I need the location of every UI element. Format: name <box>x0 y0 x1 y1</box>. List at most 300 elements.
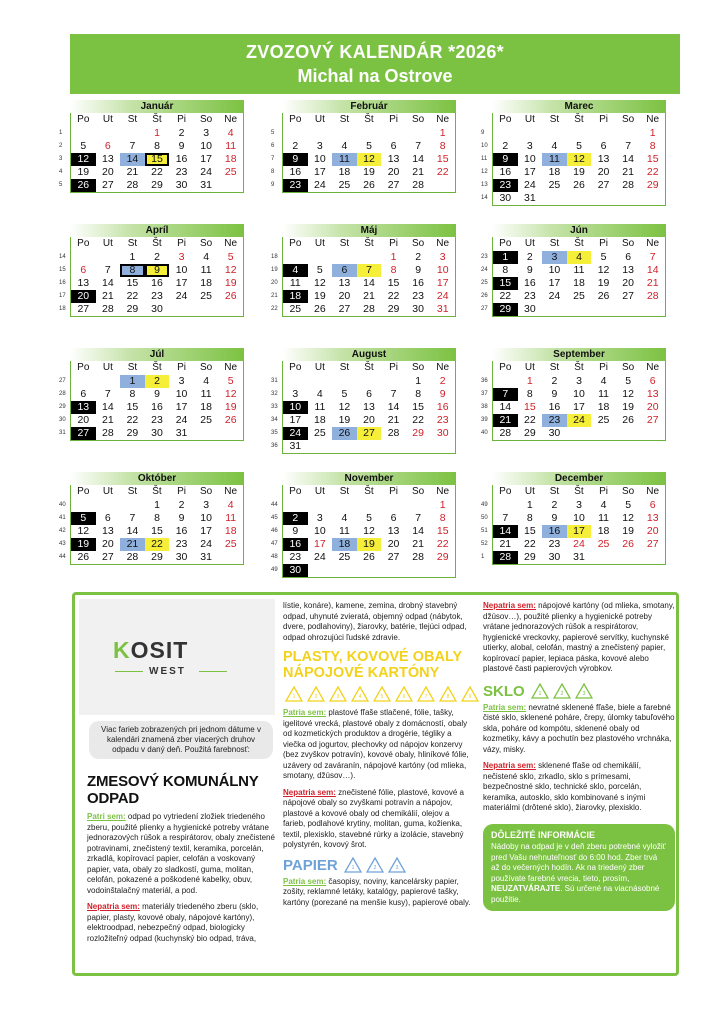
week-number: 21 <box>271 293 278 299</box>
day-cell: 2 <box>145 375 170 388</box>
day-cell: 30 <box>436 427 449 439</box>
day-cell: 1 <box>415 375 422 387</box>
week-number: 9 <box>481 130 485 136</box>
day-cell: 16 <box>542 525 567 538</box>
day-cell: 19 <box>357 538 382 551</box>
week-number: 7 <box>271 156 275 162</box>
week-number: 9 <box>271 182 275 188</box>
day-cell: 10 <box>175 388 188 400</box>
month-grid <box>271 485 456 578</box>
day-cell <box>96 499 121 512</box>
day-cell: 20 <box>71 290 96 303</box>
day-cell: 14 <box>120 153 145 166</box>
day-cell: 26 <box>597 290 610 302</box>
day-cell: 10 <box>175 264 188 276</box>
week-number: 40 <box>59 502 66 508</box>
weekday-label: Ne <box>646 114 660 125</box>
week-row <box>481 290 665 303</box>
weekday-label: So <box>200 362 213 373</box>
day-cell: 10 <box>548 264 561 276</box>
week-row <box>59 303 243 316</box>
plasty-nepatria: Nepatria sem: znečistené fólie, plastové, kovové a nápojové obaly so zvyškami potravín a nápojov, plastové a kovové obaly od chemikálií, olejov a farieb, podlahové krytiny, molitan, guma, kožienka, textil, plexisklo, stavebné rúrky a izolácie, stavebný polystyrén, kovový šrot. <box>283 787 464 849</box>
day-cell: 24 <box>283 427 308 440</box>
day-cell: 14 <box>499 401 512 413</box>
weekday-label: Po <box>289 362 302 373</box>
day-cell <box>430 440 455 453</box>
week-row <box>271 401 455 414</box>
day-cell <box>96 375 121 388</box>
day-cell: 7 <box>415 140 422 152</box>
day-cell: 8 <box>526 512 533 524</box>
day-cell: 27 <box>71 427 96 440</box>
week-row <box>59 264 243 277</box>
week-row <box>59 290 243 303</box>
day-cell <box>357 499 382 512</box>
week-number: 48 <box>271 554 278 560</box>
week-number: 35 <box>271 430 278 436</box>
month-name: December <box>492 472 666 485</box>
week-row <box>481 140 665 153</box>
weekday-header <box>493 113 665 127</box>
day-cell: 30 <box>548 427 561 439</box>
week-number: 27 <box>481 306 488 312</box>
week-number: 3 <box>59 156 63 162</box>
day-cell: 9 <box>415 264 422 276</box>
weekday-label: Pi <box>599 362 609 373</box>
day-cell: 16 <box>151 277 163 289</box>
day-cell: 6 <box>104 512 111 524</box>
day-cell: 22 <box>151 166 163 178</box>
week-number: 29 <box>59 404 66 410</box>
weekday-label: So <box>622 238 635 249</box>
day-cell: 17 <box>314 538 326 550</box>
week-row <box>481 414 665 427</box>
day-cell: 31 <box>200 179 212 191</box>
day-cell <box>71 251 96 264</box>
month-grid <box>271 237 456 317</box>
weekday-label: Ne <box>224 486 238 497</box>
day-cell: 19 <box>224 277 237 289</box>
day-cell: 22 <box>436 166 449 178</box>
day-cell: 28 <box>387 427 400 439</box>
day-cell: 3 <box>542 251 567 264</box>
day-cell: 22 <box>524 538 536 550</box>
day-cell: 29 <box>151 179 163 191</box>
day-cell: 22 <box>646 166 659 178</box>
day-cell: 24 <box>436 290 449 302</box>
week-row <box>271 127 455 140</box>
svg-text:2: 2 <box>373 865 377 871</box>
day-cell: 9 <box>551 388 558 400</box>
day-cell: 7 <box>502 512 509 524</box>
week-number: 46 <box>271 528 278 534</box>
month-august <box>272 348 456 454</box>
weekday-label: Pi <box>177 114 187 125</box>
weekday-label: Ut <box>102 362 113 373</box>
month-február <box>272 100 456 193</box>
day-cell: 22 <box>145 538 170 551</box>
day-cell: 15 <box>493 277 518 290</box>
papier-patri: Patria sem: časopisy, noviny, kancelársky papier, zošity, reklamné letáky, katalógy, papierové tašky, kartóny (porezané na menšie kusy), papierové obaly. <box>283 876 471 907</box>
day-cell: 27 <box>646 538 659 550</box>
week-number: 33 <box>271 404 278 410</box>
day-cell: 8 <box>439 140 446 152</box>
day-cell: 5 <box>227 251 234 263</box>
day-cell: 31 <box>289 440 302 452</box>
week-row <box>271 512 455 525</box>
sklo-symbols <box>531 683 593 699</box>
day-cell <box>542 127 567 140</box>
day-cell: 26 <box>363 179 375 191</box>
weekday-label: Št <box>364 238 374 249</box>
day-cell: 10 <box>200 512 212 524</box>
day-cell: 20 <box>622 277 634 289</box>
day-cell <box>381 440 406 453</box>
day-cell: 15 <box>145 153 170 166</box>
weekday-label: Po <box>77 238 90 249</box>
day-cell: 10 <box>573 388 585 400</box>
day-cell <box>591 192 616 205</box>
day-cell: 20 <box>363 414 375 426</box>
info-column-2 <box>283 601 473 908</box>
week-number: 49 <box>271 567 278 573</box>
day-cell: 11 <box>332 153 357 166</box>
info-panel <box>72 592 679 976</box>
papier-nepatria: Nepatria sem: nápojové kartóny (od mlieka, smotany, džúsov…), použité plienky a hygienické potreby vrátane jednorazových rúšok a respirátorov, hygienické vreckovky, papierové servítky, kuchynské utierky, alobal, celofán, mastný a znečistený papier, kopírovací papier, lepiaca páska, kovové alebo plastové časti papierových výrobkov. <box>483 601 675 673</box>
week-row <box>271 440 455 453</box>
weekday-label: Pi <box>177 238 187 249</box>
month-name: August <box>282 348 456 361</box>
month-december <box>482 472 666 565</box>
weekday-label: Po <box>77 486 90 497</box>
day-cell: 15 <box>436 153 449 165</box>
week-number: 36 <box>481 378 488 384</box>
day-cell: 3 <box>203 127 210 139</box>
day-cell: 2 <box>551 375 558 387</box>
day-cell: 24 <box>573 538 585 550</box>
recycle-icon <box>417 686 435 702</box>
day-cell: 16 <box>412 277 424 289</box>
weekday-label: So <box>200 238 213 249</box>
day-cell <box>332 440 357 453</box>
day-cell <box>357 127 382 140</box>
day-cell: 24 <box>548 290 561 302</box>
week-number: 41 <box>59 515 66 521</box>
weekday-label: Št <box>152 238 162 249</box>
day-cell: 29 <box>387 303 400 315</box>
day-cell: 1 <box>439 499 446 511</box>
day-cell: 5 <box>227 375 234 387</box>
week-row <box>481 427 665 440</box>
week-row <box>59 427 243 440</box>
month-name: Január <box>70 100 244 113</box>
day-cell: 9 <box>292 525 299 537</box>
weekday-label: Pi <box>389 238 399 249</box>
day-cell: 25 <box>338 179 351 191</box>
day-cell: 12 <box>314 277 326 289</box>
week-row <box>59 251 243 264</box>
weekday-label: Pi <box>177 362 187 373</box>
recycle-icon <box>553 683 571 699</box>
week-number: 26 <box>481 293 488 299</box>
day-cell <box>640 303 665 316</box>
day-cell: 19 <box>622 401 634 413</box>
day-cell: 17 <box>567 525 592 538</box>
svg-text:9: 9 <box>468 694 472 700</box>
day-cell: 19 <box>363 166 375 178</box>
day-cell: 15 <box>387 277 400 289</box>
papier-title: PAPIER <box>283 856 338 874</box>
day-cell: 11 <box>573 264 585 276</box>
week-number: 4 <box>59 169 63 175</box>
day-cell: 14 <box>102 401 114 413</box>
day-cell: 13 <box>597 153 610 165</box>
day-cell: 19 <box>314 290 326 302</box>
month-grid <box>59 361 244 441</box>
papier-header <box>283 857 473 874</box>
week-row <box>481 153 665 166</box>
day-cell: 17 <box>289 414 302 426</box>
day-cell: 6 <box>332 264 357 277</box>
day-cell: 30 <box>175 551 188 563</box>
week-number: 16 <box>59 280 66 286</box>
day-cell: 3 <box>203 499 210 511</box>
week-number: 47 <box>271 541 278 547</box>
day-cell: 3 <box>316 512 323 524</box>
day-cell: 4 <box>316 388 323 400</box>
day-cell <box>194 303 219 316</box>
day-cell <box>357 564 382 577</box>
day-cell: 4 <box>567 251 592 264</box>
day-cell: 9 <box>283 153 308 166</box>
weekday-label: Št <box>574 486 584 497</box>
day-cell: 27 <box>387 179 400 191</box>
weekday-label: Ne <box>436 362 450 373</box>
week-row <box>481 303 665 316</box>
day-cell: 1 <box>493 251 518 264</box>
day-cell: 15 <box>151 525 163 537</box>
recycle-icon <box>285 686 303 702</box>
day-cell: 20 <box>646 401 659 413</box>
day-cell: 27 <box>77 303 90 315</box>
day-cell: 23 <box>548 538 561 550</box>
day-cell: 19 <box>338 414 351 426</box>
day-cell: 17 <box>200 153 212 165</box>
weekday-label: Ut <box>314 238 325 249</box>
day-cell: 15 <box>126 401 139 413</box>
month-name: Apríl <box>70 224 244 237</box>
day-cell: 3 <box>178 375 185 387</box>
day-cell: 22 <box>436 538 449 550</box>
day-cell: 18 <box>200 401 212 413</box>
week-number: 36 <box>271 443 278 449</box>
recycle-icon <box>307 686 325 702</box>
week-number: 13 <box>481 182 488 188</box>
day-cell: 23 <box>524 290 536 302</box>
weekday-header <box>283 485 455 499</box>
day-cell: 12 <box>622 512 634 524</box>
day-cell: 6 <box>390 512 397 524</box>
week-number: 44 <box>271 502 278 508</box>
weekday-label: St <box>549 362 560 373</box>
day-cell: 13 <box>363 401 375 413</box>
week-row <box>271 166 455 179</box>
day-cell: 12 <box>363 525 375 537</box>
day-cell: 7 <box>104 388 111 400</box>
day-cell: 4 <box>341 512 348 524</box>
svg-text:1: 1 <box>538 691 542 697</box>
calendar-title: ZVOZOVÝ KALENDÁR *2026* <box>246 42 504 62</box>
week-row <box>59 388 243 401</box>
week-number: 1 <box>59 130 63 136</box>
day-cell: 10 <box>200 140 212 152</box>
day-cell: 21 <box>363 290 375 302</box>
week-number: 8 <box>271 169 275 175</box>
day-cell: 29 <box>412 427 424 439</box>
week-number: 40 <box>481 430 488 436</box>
day-cell: 16 <box>175 153 188 165</box>
day-cell: 26 <box>363 551 375 563</box>
day-cell <box>283 251 308 264</box>
day-cell: 31 <box>524 192 536 204</box>
day-cell: 12 <box>622 388 634 400</box>
weekday-label: Št <box>364 486 374 497</box>
day-cell: 10 <box>314 153 326 165</box>
day-cell: 21 <box>387 414 400 426</box>
day-cell: 24 <box>175 414 188 426</box>
day-cell: 20 <box>597 166 610 178</box>
week-row <box>481 538 665 551</box>
day-cell: 1 <box>129 251 136 263</box>
logo-brand: KOSIT <box>113 637 189 663</box>
day-cell: 18 <box>283 290 308 303</box>
week-row <box>271 388 455 401</box>
day-cell: 26 <box>224 414 237 426</box>
day-cell <box>381 564 406 577</box>
day-cell <box>332 127 357 140</box>
week-row <box>59 179 243 192</box>
weekday-label: Ut <box>314 486 325 497</box>
week-row <box>481 277 665 290</box>
week-number: 14 <box>59 254 66 260</box>
svg-text:2: 2 <box>560 691 564 697</box>
day-cell: 25 <box>314 427 326 439</box>
day-cell: 19 <box>622 525 634 537</box>
month-jún <box>482 224 666 317</box>
day-cell: 29 <box>436 551 449 563</box>
month-name: September <box>492 348 666 361</box>
svg-text:6: 6 <box>402 694 406 700</box>
day-cell: 20 <box>387 538 400 550</box>
weekday-header <box>493 237 665 251</box>
week-number: 43 <box>59 541 66 547</box>
day-cell <box>357 251 382 264</box>
day-cell: 17 <box>200 525 212 537</box>
day-cell: 10 <box>314 525 326 537</box>
day-cell: 19 <box>77 166 90 178</box>
day-cell <box>430 179 455 192</box>
day-cell: 14 <box>363 277 375 289</box>
day-cell: 6 <box>649 499 656 511</box>
day-cell: 30 <box>175 179 188 191</box>
day-cell: 12 <box>597 264 610 276</box>
recycle-icon <box>575 683 593 699</box>
day-cell: 14 <box>412 153 424 165</box>
day-cell: 28 <box>126 179 139 191</box>
svg-text:1: 1 <box>351 865 355 871</box>
day-cell: 10 <box>524 153 536 165</box>
weekday-label: Pi <box>599 486 609 497</box>
day-cell: 2 <box>551 499 558 511</box>
week-number: 24 <box>481 267 488 273</box>
weekday-label: Pi <box>389 486 399 497</box>
day-cell: 28 <box>363 303 375 315</box>
day-cell: 21 <box>412 166 424 178</box>
weekday-label: So <box>412 362 425 373</box>
info-column-1 <box>79 599 275 944</box>
day-cell <box>542 303 567 316</box>
day-cell <box>283 375 308 388</box>
weekday-label: Ut <box>102 114 113 125</box>
day-cell: 21 <box>102 414 114 426</box>
day-cell: 26 <box>224 290 237 302</box>
day-cell: 7 <box>129 140 136 152</box>
month-máj <box>272 224 456 317</box>
plasty-title: PLASTY, KOVOVÉ OBALY NÁPOJOVÉ KARTÓNY <box>283 649 462 681</box>
week-number: 11 <box>481 156 488 162</box>
day-cell <box>640 427 665 440</box>
week-row <box>271 564 455 577</box>
day-cell: 30 <box>151 303 163 315</box>
day-cell: 24 <box>314 551 326 563</box>
day-cell: 7 <box>390 388 397 400</box>
week-number: 19 <box>271 267 278 273</box>
day-cell: 28 <box>412 551 424 563</box>
day-cell: 6 <box>80 388 87 400</box>
day-cell <box>381 499 406 512</box>
day-cell: 3 <box>439 251 446 263</box>
day-cell: 9 <box>145 264 170 277</box>
weekday-label: Ne <box>646 238 660 249</box>
week-row <box>271 499 455 512</box>
week-row <box>59 551 243 564</box>
day-cell: 22 <box>412 414 424 426</box>
day-cell: 8 <box>526 388 533 400</box>
week-row <box>481 388 665 401</box>
day-cell: 8 <box>129 388 136 400</box>
day-cell: 5 <box>316 264 323 276</box>
day-cell: 16 <box>151 401 163 413</box>
week-row <box>481 192 665 205</box>
day-cell: 12 <box>224 264 237 276</box>
day-cell: 29 <box>126 427 139 439</box>
day-cell <box>218 427 243 440</box>
week-row <box>271 264 455 277</box>
day-cell: 16 <box>499 166 512 178</box>
day-cell: 4 <box>551 140 558 152</box>
day-cell: 28 <box>126 551 139 563</box>
weekday-label: St <box>339 238 350 249</box>
week-number: 38 <box>481 404 488 410</box>
day-cell <box>357 440 382 453</box>
weekday-header <box>71 485 243 499</box>
weekday-header <box>283 361 455 375</box>
logo-sub: WEST <box>149 666 186 677</box>
month-name: November <box>282 472 456 485</box>
weekday-label: Po <box>289 114 302 125</box>
week-number: 1 <box>481 554 485 560</box>
day-cell: 6 <box>390 140 397 152</box>
